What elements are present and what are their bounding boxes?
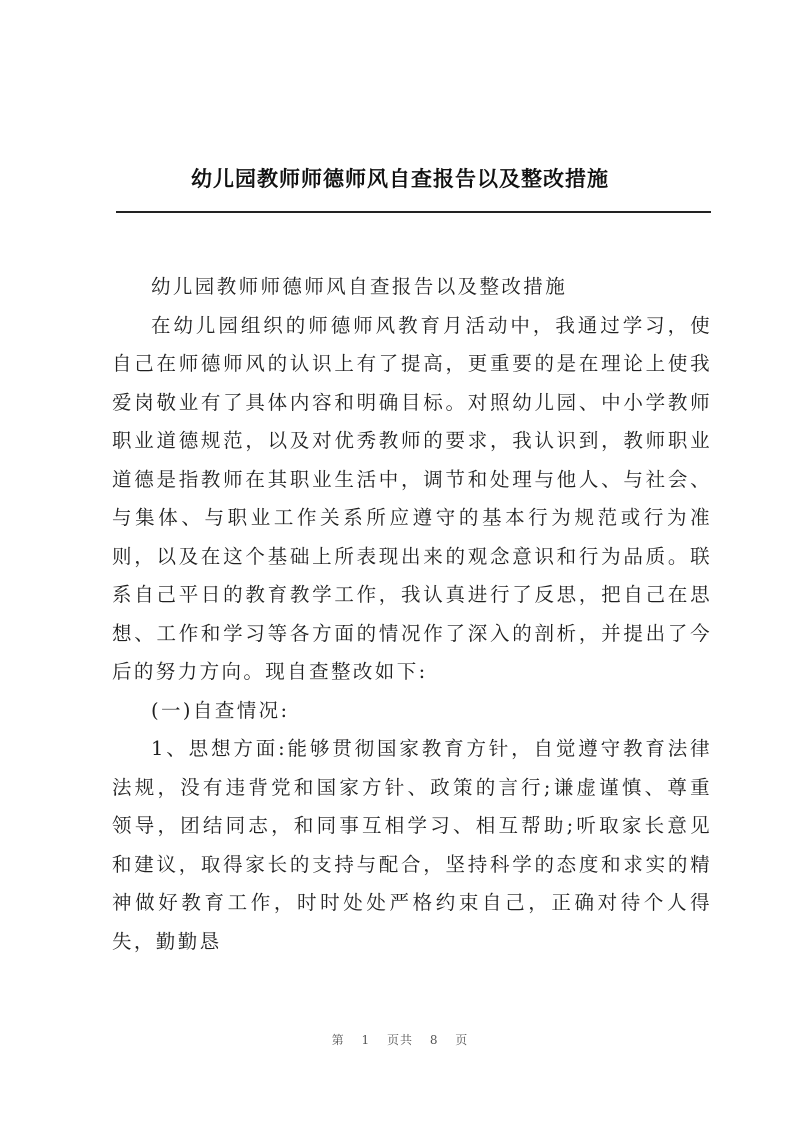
page-number-footer [0, 1031, 800, 1048]
footer-prefix: 第 [331, 1033, 345, 1047]
document-title: 幼儿园教师师德师风自查报告以及整改措施 [191, 166, 609, 191]
body-paragraph-heading: 幼儿园教师师德师风自查报告以及整改措施 [151, 275, 568, 298]
body-paragraph-section-heading: (一)自查情况: [151, 698, 290, 722]
footer-middle: 页共 [386, 1033, 413, 1047]
title-underline [116, 211, 711, 213]
footer-suffix: 页 [455, 1033, 469, 1047]
body-paragraph-intro: 在幼儿园组织的师德师风教育月活动中，我通过学习，使自己在师德师风的认识上有了提高，更重要的是在理论上使我爱岗敬业有了具体内容和明确目标。对照幼儿园、中小学教师职业道德规范，以及对优秀教师的要求，我认识到，教师职业道德是指教师在其职业生活中，调节和处理与他人、与社会、与集体、与职业工作关系所应遵守的基本行为规范或行为准则，以及在这个基础上所表现出来的观念意识和行为品质。联系自己平日的教育教学工作，我认真进行了反思，把自己在思想、工作和学习等各方面的情况作了深入的剖析，并提出了今后的努力方向。现自查整改如下: [112, 313, 712, 683]
body-paragraph-thought: 1、思想方面:能够贯彻国家教育方针，自觉遵守教育法律法规，没有违背党和国家方针、政策的言行;谦虚谨慎、尊重领导，团结同志，和同事互相学习、相互帮助;听取家长意见和建议，取得家长的支持与配合，坚持科学的态度和求实的精神做好教育工作，时时处处严格约束自己，正确对待个人得失，勤勤恳 [112, 737, 712, 953]
document-body [112, 268, 712, 961]
footer-total-pages: 8 [429, 1033, 439, 1047]
footer-current-page: 1 [361, 1033, 371, 1047]
